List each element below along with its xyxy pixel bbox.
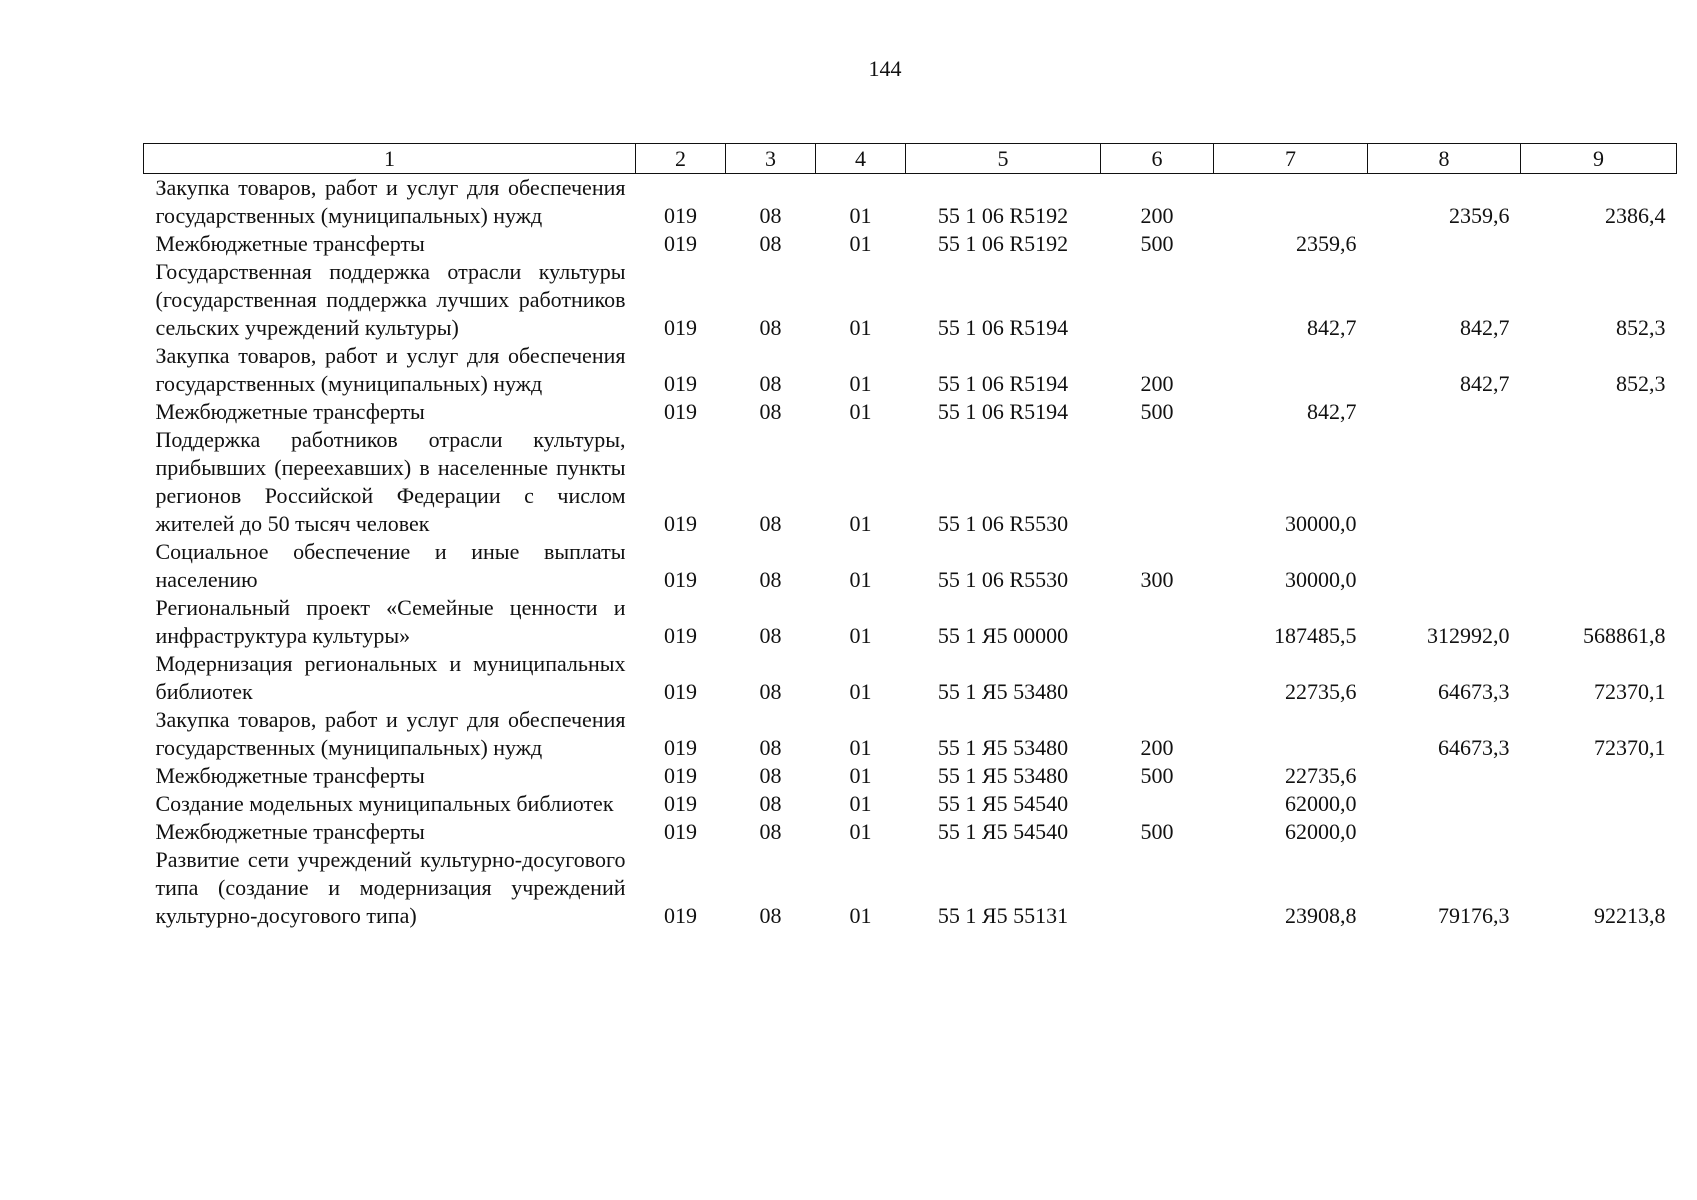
row-sum-col9 (1521, 790, 1677, 818)
row-subsection-code: 01 (849, 623, 872, 648)
row-section-code: 08 (759, 203, 782, 228)
row-subsection-code: 01 (849, 903, 872, 928)
row-sum-col8: 842,7 (1460, 371, 1510, 396)
row-section-code: 08 (759, 819, 782, 844)
row-target-article: 55 1 06 R5194 (937, 399, 1069, 424)
row-subsection-code: 01 (849, 231, 872, 256)
row-sum-col7: 22735,6 (1285, 763, 1357, 788)
row-section-code: 08 (759, 371, 782, 396)
row-section-code: 08 (759, 315, 782, 340)
column-header-5: 5 (906, 144, 1101, 174)
table-row (144, 790, 1677, 818)
row-sum-col9 (1521, 818, 1677, 846)
row-sum-col9 (1521, 426, 1677, 538)
row-subsection-code: 01 (849, 399, 872, 424)
row-expense-type: 500 (1140, 819, 1174, 844)
row-sum-col9 (1521, 538, 1677, 594)
table-row (144, 762, 1677, 790)
table-row (144, 594, 1677, 650)
table-row (144, 818, 1677, 846)
row-name: Социальное обеспечение и иные выплаты населению (155, 539, 626, 592)
row-sum-col8 (1368, 790, 1521, 818)
row-sum-col9: 852,3 (1616, 371, 1666, 396)
row-subsection-code: 01 (849, 567, 872, 592)
row-sum-col9: 72370,1 (1594, 679, 1666, 704)
row-target-article: 55 1 06 R5530 (937, 567, 1069, 592)
table-row (144, 342, 1677, 398)
table-row (144, 538, 1677, 594)
budget-table (143, 143, 1677, 930)
row-sum-col7: 62000,0 (1285, 791, 1357, 816)
row-sum-col8: 64673,3 (1438, 735, 1510, 760)
row-name: Государственная поддержка отрасли культуры (государственная поддержка лучших работников сельских учреждений культуры) (155, 259, 626, 340)
row-sum-col8: 64673,3 (1438, 679, 1510, 704)
table-row (144, 706, 1677, 762)
row-grbs-code: 019 (664, 203, 697, 228)
row-name: Закупка товаров, работ и услуг для обеспечения государственных (муниципальных) нужд (155, 707, 626, 760)
row-expense-type (1101, 790, 1214, 818)
row-target-article: 55 1 Я5 54540 (937, 791, 1069, 816)
table-row (144, 846, 1677, 930)
row-section-code: 08 (759, 791, 782, 816)
row-sum-col7 (1214, 174, 1368, 231)
row-grbs-code: 019 (664, 371, 697, 396)
row-grbs-code: 019 (664, 315, 697, 340)
row-name: Межбюджетные трансферты (155, 763, 425, 788)
row-subsection-code: 01 (849, 791, 872, 816)
row-sum-col8: 312992,0 (1427, 623, 1510, 648)
row-expense-type: 300 (1140, 567, 1174, 592)
page-number: 144 (868, 56, 902, 81)
row-section-code: 08 (759, 679, 782, 704)
row-sum-col8 (1368, 230, 1521, 258)
row-sum-col8 (1368, 426, 1521, 538)
row-sum-col9: 852,3 (1616, 315, 1666, 340)
row-sum-col7 (1214, 342, 1368, 398)
row-sum-col7: 842,7 (1307, 399, 1357, 424)
row-target-article: 55 1 06 R5194 (937, 315, 1069, 340)
row-grbs-code: 019 (664, 623, 697, 648)
row-sum-col7: 842,7 (1307, 315, 1357, 340)
row-sum-col7: 62000,0 (1285, 819, 1357, 844)
row-grbs-code: 019 (664, 819, 697, 844)
row-subsection-code: 01 (849, 315, 872, 340)
row-grbs-code: 019 (664, 511, 697, 536)
row-subsection-code: 01 (849, 511, 872, 536)
table-row (144, 258, 1677, 342)
row-section-code: 08 (759, 735, 782, 760)
row-sum-col9 (1521, 762, 1677, 790)
row-grbs-code: 019 (664, 399, 697, 424)
row-subsection-code: 01 (849, 819, 872, 844)
row-subsection-code: 01 (849, 679, 872, 704)
row-sum-col7: 30000,0 (1285, 511, 1357, 536)
row-expense-type (1101, 426, 1214, 538)
column-header-4: 4 (816, 144, 906, 174)
row-target-article: 55 1 06 R5192 (937, 203, 1069, 228)
row-sum-col7: 30000,0 (1285, 567, 1357, 592)
row-sum-col8: 842,7 (1460, 315, 1510, 340)
row-name: Межбюджетные трансферты (155, 819, 425, 844)
row-subsection-code: 01 (849, 371, 872, 396)
header-row (144, 144, 1677, 174)
column-header-7: 7 (1214, 144, 1368, 174)
row-target-article: 55 1 Я5 55131 (937, 903, 1069, 928)
row-subsection-code: 01 (849, 763, 872, 788)
row-sum-col8 (1368, 818, 1521, 846)
column-header-1: 1 (144, 144, 636, 174)
row-grbs-code: 019 (664, 903, 697, 928)
row-grbs-code: 019 (664, 679, 697, 704)
row-expense-type: 200 (1140, 203, 1174, 228)
column-header-8: 8 (1368, 144, 1521, 174)
column-header-2: 2 (636, 144, 726, 174)
row-grbs-code: 019 (664, 763, 697, 788)
row-section-code: 08 (759, 623, 782, 648)
row-section-code: 08 (759, 231, 782, 256)
row-name: Межбюджетные трансферты (155, 399, 425, 424)
table-row (144, 398, 1677, 426)
row-name: Поддержка работников отрасли культуры, прибывших (переехавших) в населенные пункты регионов Российской Федерации с числом жителей до 50 тысяч человек (155, 427, 626, 536)
row-expense-type: 500 (1140, 399, 1174, 424)
column-header-3: 3 (726, 144, 816, 174)
table-row (144, 426, 1677, 538)
row-expense-type (1101, 594, 1214, 650)
row-expense-type (1101, 258, 1214, 342)
row-expense-type (1101, 846, 1214, 930)
table-body (144, 174, 1677, 931)
row-sum-col7 (1214, 706, 1368, 762)
row-sum-col9: 568861,8 (1583, 623, 1666, 648)
row-target-article: 55 1 06 R5192 (937, 231, 1069, 256)
row-expense-type: 500 (1140, 231, 1174, 256)
row-section-code: 08 (759, 567, 782, 592)
table-header (144, 144, 1677, 174)
row-sum-col9: 92213,8 (1594, 903, 1666, 928)
table-row (144, 174, 1677, 231)
row-target-article: 55 1 Я5 00000 (937, 623, 1069, 648)
row-sum-col7: 2359,6 (1296, 231, 1357, 256)
row-expense-type: 200 (1140, 371, 1174, 396)
row-section-code: 08 (759, 399, 782, 424)
row-target-article: 55 1 Я5 53480 (937, 763, 1069, 788)
row-target-article: 55 1 Я5 53480 (937, 679, 1069, 704)
row-expense-type: 500 (1140, 763, 1174, 788)
row-sum-col9: 72370,1 (1594, 735, 1666, 760)
row-section-code: 08 (759, 511, 782, 536)
row-grbs-code: 019 (664, 567, 697, 592)
row-sum-col9: 2386,4 (1605, 203, 1666, 228)
row-expense-type: 200 (1140, 735, 1174, 760)
table-row (144, 230, 1677, 258)
row-name: Закупка товаров, работ и услуг для обеспечения государственных (муниципальных) нужд (155, 343, 626, 396)
row-name: Модернизация региональных и муниципальных библиотек (155, 651, 626, 704)
row-expense-type (1101, 650, 1214, 706)
row-section-code: 08 (759, 763, 782, 788)
row-section-code: 08 (759, 903, 782, 928)
row-sum-col9 (1521, 230, 1677, 258)
row-sum-col7: 23908,8 (1285, 903, 1357, 928)
row-sum-col8 (1368, 762, 1521, 790)
table-row (144, 650, 1677, 706)
column-header-6: 6 (1101, 144, 1214, 174)
row-sum-col8: 79176,3 (1438, 903, 1510, 928)
row-target-article: 55 1 06 R5194 (937, 371, 1069, 396)
row-subsection-code: 01 (849, 203, 872, 228)
row-sum-col8: 2359,6 (1449, 203, 1510, 228)
row-sum-col7: 22735,6 (1285, 679, 1357, 704)
row-grbs-code: 019 (664, 735, 697, 760)
row-sum-col8 (1368, 538, 1521, 594)
row-target-article: 55 1 Я5 54540 (937, 819, 1069, 844)
row-sum-col9 (1521, 398, 1677, 426)
row-target-article: 55 1 06 R5530 (937, 511, 1069, 536)
row-name: Региональный проект «Семейные ценности и инфраструктура культуры» (155, 595, 626, 648)
row-sum-col7: 187485,5 (1274, 623, 1357, 648)
row-target-article: 55 1 Я5 53480 (937, 735, 1069, 760)
row-name: Межбюджетные трансферты (155, 231, 425, 256)
row-grbs-code: 019 (664, 231, 697, 256)
column-header-9: 9 (1521, 144, 1677, 174)
row-name: Развитие сети учреждений культурно-досугового типа (создание и модернизация учреждений культурно-досугового типа) (155, 847, 626, 928)
row-subsection-code: 01 (849, 735, 872, 760)
row-grbs-code: 019 (664, 791, 697, 816)
row-name: Закупка товаров, работ и услуг для обеспечения государственных (муниципальных) нужд (155, 175, 626, 228)
row-sum-col8 (1368, 398, 1521, 426)
row-name: Создание модельных муниципальных библиотек (155, 791, 614, 816)
